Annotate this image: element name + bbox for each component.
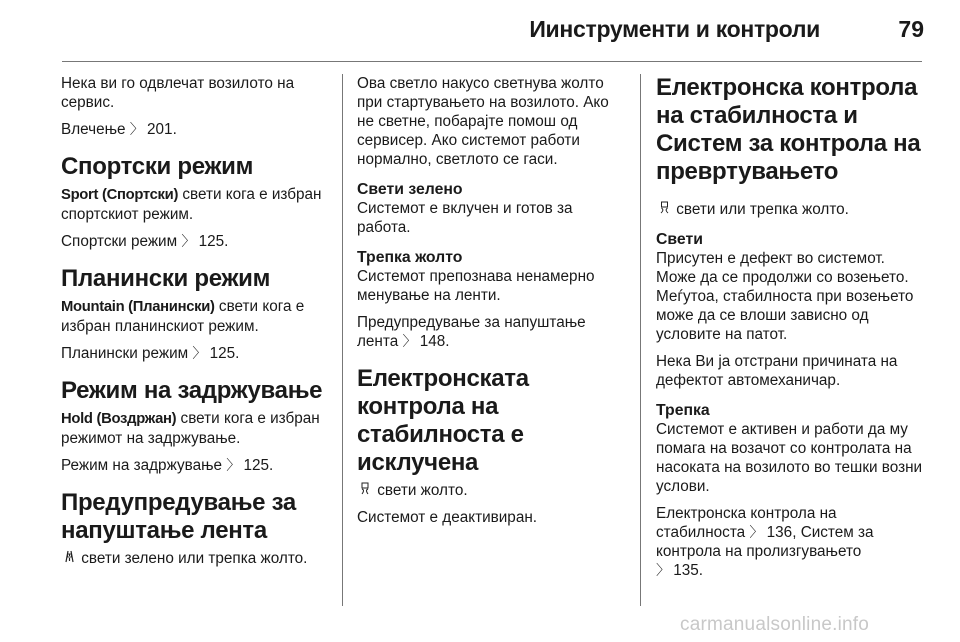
esc-text-2: Системот е деактивиран. [357, 509, 538, 526]
green-text: Системот е вклучен и готов за работа. [357, 200, 573, 236]
esc-off-icon [357, 481, 373, 500]
section-heading-lane-departure: Предупредување за напуштање лента [61, 489, 296, 544]
cross-reference: Електронска контрола на стабилноста 〉 136, Систем за контрола на пролизгувањето 〉 135. [656, 505, 874, 579]
mountain-text: Mountain (Планински) свети кога е избран планинскиот режим. [61, 298, 305, 335]
header-rule [62, 61, 922, 62]
column-divider [342, 74, 343, 606]
yellow-text: Системот препознава ненамерно менување на ленти. [357, 268, 595, 304]
watermark: carmanualsonline.info [680, 614, 870, 635]
subheading-lit: Свети [656, 231, 703, 248]
section-heading-sport: Спортски режим [61, 153, 254, 180]
sport-text: Sport (Спортски) свети кога е избран спортскиот режим. [61, 186, 322, 223]
page-header [0, 0, 960, 62]
cross-reference: Предупредување за напуштање лента 〉 148. [357, 314, 586, 350]
lit-text-1: Присутен е дефект во системот. Може да се продолжи со возењето. Меѓутоа, стабилноста при возењето може да се влоши зависно од условите на патот. [656, 250, 914, 343]
column-1 [61, 74, 331, 576]
stability-control-icon [656, 200, 672, 219]
page-ref-arrow-icon: 〉 [181, 233, 196, 249]
subheading-lit-green: Свети зелено [357, 181, 463, 198]
cross-reference: Планински режим 〉 125. [61, 345, 240, 362]
intro-text: Ова светло накусо светнува жолто при стартувањето на возилото. Ако не светне, побарајте помош од сервисер. Ако системот работи нормално, светлото се гаси. [357, 75, 609, 168]
section-heading-esc-off: Електронската контрола на стабилноста е исклучена [357, 365, 529, 476]
cross-reference: Спортски режим 〉 125. [61, 233, 229, 250]
cross-reference: Режим на задржување 〉 125. [61, 457, 274, 474]
page-title: Иинструменти и контроли [529, 16, 820, 42]
column-3 [656, 74, 926, 588]
section-heading-hold: Режим на задржување [61, 377, 323, 404]
flash-text: Системот е активен и работи да му помага на возачот со контролата на насоката на возилото во тешки возни услови. [656, 421, 923, 495]
cross-reference: Влечење 〉 201. [61, 121, 177, 138]
page-ref-arrow-icon: 〉 [192, 345, 207, 361]
subheading-flash-yellow: Трепка жолто [357, 249, 463, 266]
column-2 [357, 74, 625, 535]
lane-departure-icon [61, 549, 77, 568]
page-ref-arrow-icon: 〉 [402, 333, 417, 349]
lit-text-2: Нека Ви ја отстрани причината на дефектот автомеханичар. [656, 353, 898, 389]
page-ref-arrow-icon: 〉 [656, 562, 670, 578]
esc-text: свети жолто. [357, 481, 625, 500]
column-divider [640, 74, 641, 606]
section-heading-stability-control: Електронска контрола на стабилноста и Систем за контрола на превртувањето [656, 74, 921, 185]
intro-text: Нека ви го одвлечат возилото на сервис. [61, 75, 295, 111]
page-ref-arrow-icon: 〉 [749, 524, 764, 540]
stability-text: свети или трепка жолто. [656, 200, 926, 219]
subheading-flashing: Трепка [656, 402, 710, 419]
page-ref-arrow-icon: 〉 [226, 457, 241, 473]
page-number: 79 [898, 16, 924, 42]
lane-text: свети зелено или трепка жолто. [61, 549, 331, 568]
section-heading-mountain: Планински режим [61, 265, 271, 292]
hold-text: Hold (Воздржан) свети кога е избран режимот на задржување. [61, 410, 320, 447]
page-ref-arrow-icon: 〉 [129, 121, 144, 137]
